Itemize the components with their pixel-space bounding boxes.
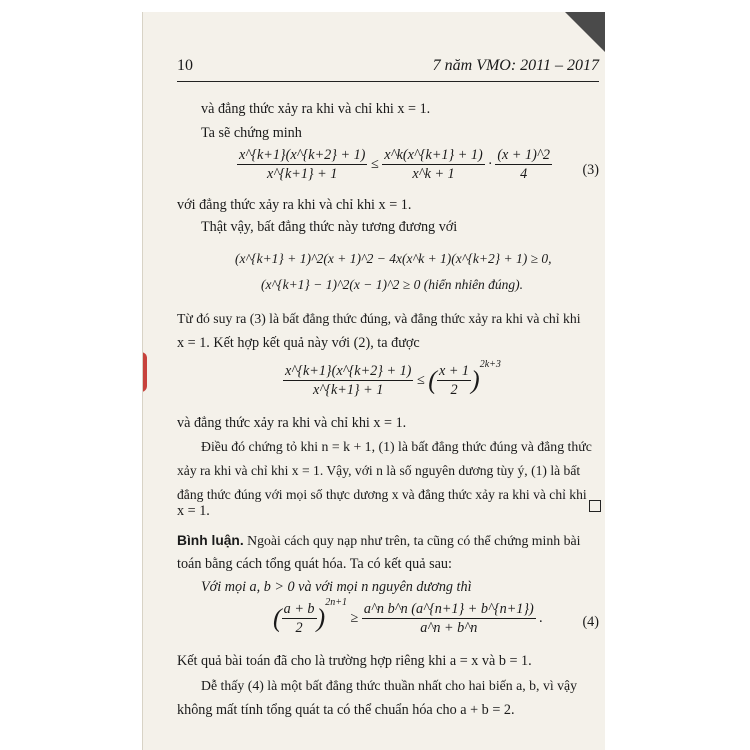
text-line: đẳng thức đúng với mọi số thực dương x và đẳng thức xảy ra khi và chỉ khi [177, 487, 587, 502]
text-line: Kết quả bài toán đã cho là trường hợp riêng khi a = x và b = 1. [177, 653, 532, 669]
exponent: 2k+3 [479, 359, 501, 370]
remark-label: Bình luận. [177, 533, 244, 548]
bookmark-tab [142, 352, 147, 392]
text-line: với đẳng thức xảy ra khi và chỉ khi x = 1. [177, 197, 412, 213]
equation-bound: $\frac{x\^{}\{k+1\}(x\^{}\{k+2\} + 1)}{x\^{}\{k+1\} + 1}$ ≤ ( $\frac{x + 1}{2}$ )$^{2k+3}$ [285, 359, 501, 398]
equation-line: (x^{k+1} + 1)^2(x + 1)^2 − 4x(x^k + 1)(x^{k+2} + 1) ≥ 0, [235, 251, 552, 266]
equation-label: (4) [582, 614, 599, 630]
fraction: $\frac{x + 1}{2}$ [438, 363, 470, 398]
equation-4: ( $\frac{a + b}{2}$ )$^{2n+1}$ ≥ $\frac{\text{a\textasciicircum{}n b\textasciicircum{}n (a\textasciicircum{}\{n+1\} + b\textasciicircum{}\{n+1\})}}{a\^{}n + b\^{}n}$ . [273, 597, 543, 636]
fraction: $\frac{x\^{}\{k+1\}(x\^{}\{k+2\} + 1)}{x\^{}\{k+1\} + 1}$ [285, 363, 412, 398]
text-line: x = 1. [177, 503, 210, 519]
text-line: không mất tính tổng quát ta có thể chuẩn hóa cho a + b = 2. [177, 702, 515, 718]
exponent: 2n+1 [325, 597, 347, 608]
fraction: $\frac{x\^{}\{k+1\}(x\^{}\{k+2\} + 1)}{x\^{}\{k+1\} + 1}$ [239, 147, 366, 182]
header-rule [177, 81, 599, 82]
fraction: $\frac{a + b}{2}$ [283, 601, 315, 636]
fraction: $\frac{x\^{}k(x\^{}\{k+1\} + 1)}{x\^{}k + 1}$ [384, 147, 483, 182]
text-line: Dễ thấy (4) là một bất đẳng thức thuần nhất cho hai biến a, b, vì vậy [201, 678, 578, 693]
qed-square [589, 500, 601, 512]
page-corner-shadow [565, 12, 605, 52]
text-line: Ta sẽ chứng minh [201, 125, 302, 141]
text-line: và đẳng thức xảy ra khi và chỉ khi x = 1. [177, 415, 407, 431]
fraction: $\frac{(x + 1)\^{}2}{4}$ [497, 147, 550, 182]
text-line: Điều đó chứng tỏ khi n = k + 1, (1) là bất đẳng thức đúng và đẳng thức [201, 439, 592, 454]
text-line: xảy ra khi và chỉ khi x = 1. Vậy, với n là số nguyên dương tùy ý, (1) là bất [177, 463, 581, 478]
theorem-line: Với mọi a, b > 0 và với mọi n nguyên dương thì [201, 579, 472, 595]
text-line: x = 1. Kết hợp kết quả này với (2), ta được [177, 335, 420, 351]
text-line: và đẳng thức xảy ra khi và chỉ khi x = 1. [201, 101, 431, 117]
text-line: toán bằng cách tổng quát hóa. Ta có kết quả sau: [177, 556, 452, 572]
fraction: $\frac{\text{a\textasciicircum{}n b\textasciicircum{}n (a\textasciicircum{}\{n+1\} + b\textasciicircum{}\{n+1\})}}{a\^{}n + b\^{}n}$ [363, 601, 534, 636]
text-line: Từ đó suy ra (3) là bất đẳng thức đúng, và đẳng thức xảy ra khi và chỉ khi [177, 311, 581, 326]
equation-3: $\frac{x\^{}\{k+1\}(x\^{}\{k+2\} + 1)}{x\^{}\{k+1\} + 1}$ ≤ $\frac{x\^{}k(x\^{}\{k+1\} + 1)}{x\^{}k + 1}$ · $\frac{(x + 1)\^{}2}{4}$ [239, 147, 550, 182]
equation-label: (3) [582, 162, 599, 178]
equation-line: (x^{k+1} − 1)^2(x − 1)^2 ≥ 0 (hiển nhiên đúng). [261, 277, 524, 292]
page-number: 10 [177, 57, 193, 74]
text-line: Thật vậy, bất đẳng thức này tương đương với [201, 219, 458, 235]
book-page [142, 12, 605, 750]
running-header: 7 năm VMO: 2011 – 2017 [432, 57, 599, 74]
remark-line: Bình luận. Ngoài cách quy nạp như trên, ta cũng có thể chứng minh bài [177, 533, 581, 548]
